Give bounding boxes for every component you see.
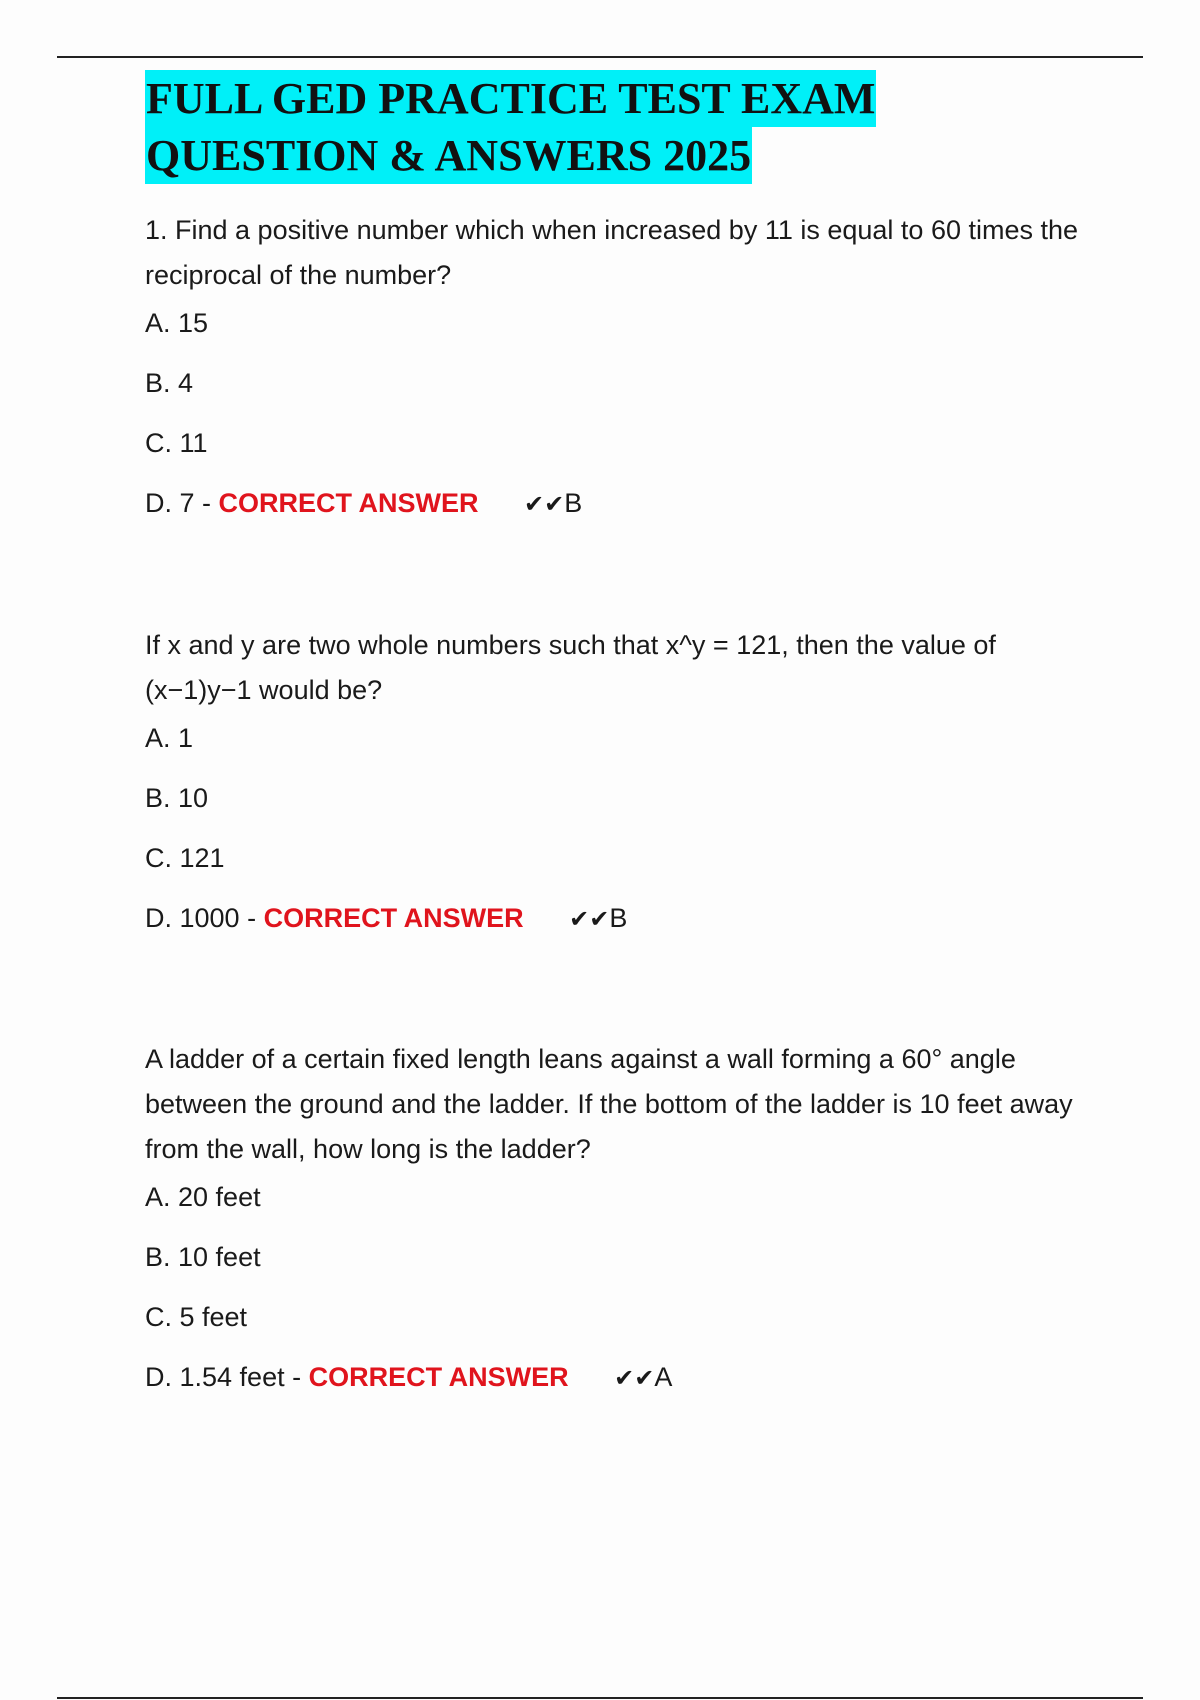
question-text: 1. Find a positive number which when increased by 11 is equal to 60 times the reciprocal of the number? [145, 215, 1079, 290]
option-b: B. 10 [145, 783, 209, 813]
answer-letter: B [564, 488, 583, 518]
document-body [145, 70, 1095, 184]
option-a: A. 1 [145, 723, 194, 753]
option-d-text: D. 1.54 feet - [145, 1362, 302, 1392]
option-b: B. 4 [145, 368, 194, 398]
page-title [145, 70, 1095, 184]
question-text: If x and y are two whole numbers such that x^y = 121, then the value of (x−1)y−1 would be? [145, 630, 996, 705]
option-d [145, 1362, 1095, 1393]
answer-letter: B [609, 903, 628, 933]
answer-letter: A [654, 1362, 673, 1392]
option-d [145, 903, 1095, 934]
title-line-1: FULL GED PRACTICE TEST EXAM [145, 70, 876, 127]
option-d-text: D. 1000 - [145, 903, 257, 933]
answer-key [614, 1362, 672, 1393]
option-c: C. 11 [145, 428, 208, 458]
option-c: C. 121 [145, 843, 225, 873]
answer-key [524, 488, 582, 519]
answer-key [569, 903, 627, 934]
title-line-2: QUESTION & ANSWERS 2025 [145, 127, 752, 184]
correct-answer-label: CORRECT ANSWER [263, 903, 524, 933]
double-check-icon: ✔✔ [614, 1364, 655, 1392]
question-1 [145, 208, 1095, 549]
option-d-text: D. 7 - [145, 488, 212, 518]
top-rule [57, 56, 1143, 58]
correct-answer-label: CORRECT ANSWER [308, 1362, 569, 1392]
option-b: B. 10 feet [145, 1242, 261, 1272]
question-text: A ladder of a certain fixed length leans against a wall forming a 60° angle between the ground and the ladder. If the bottom of the ladder is 10 feet away from the wall, how long is the ladder? [145, 1044, 1073, 1164]
double-check-icon: ✔✔ [569, 905, 610, 933]
option-a: A. 20 feet [145, 1182, 261, 1212]
correct-answer-label: CORRECT ANSWER [218, 488, 479, 518]
option-c: C. 5 feet [145, 1302, 248, 1332]
option-d [145, 488, 1095, 519]
option-a: A. 15 [145, 308, 209, 338]
question-3 [145, 1037, 1095, 1423]
bottom-rule [57, 1697, 1143, 1699]
question-2 [145, 623, 1095, 964]
double-check-icon: ✔✔ [524, 490, 565, 518]
